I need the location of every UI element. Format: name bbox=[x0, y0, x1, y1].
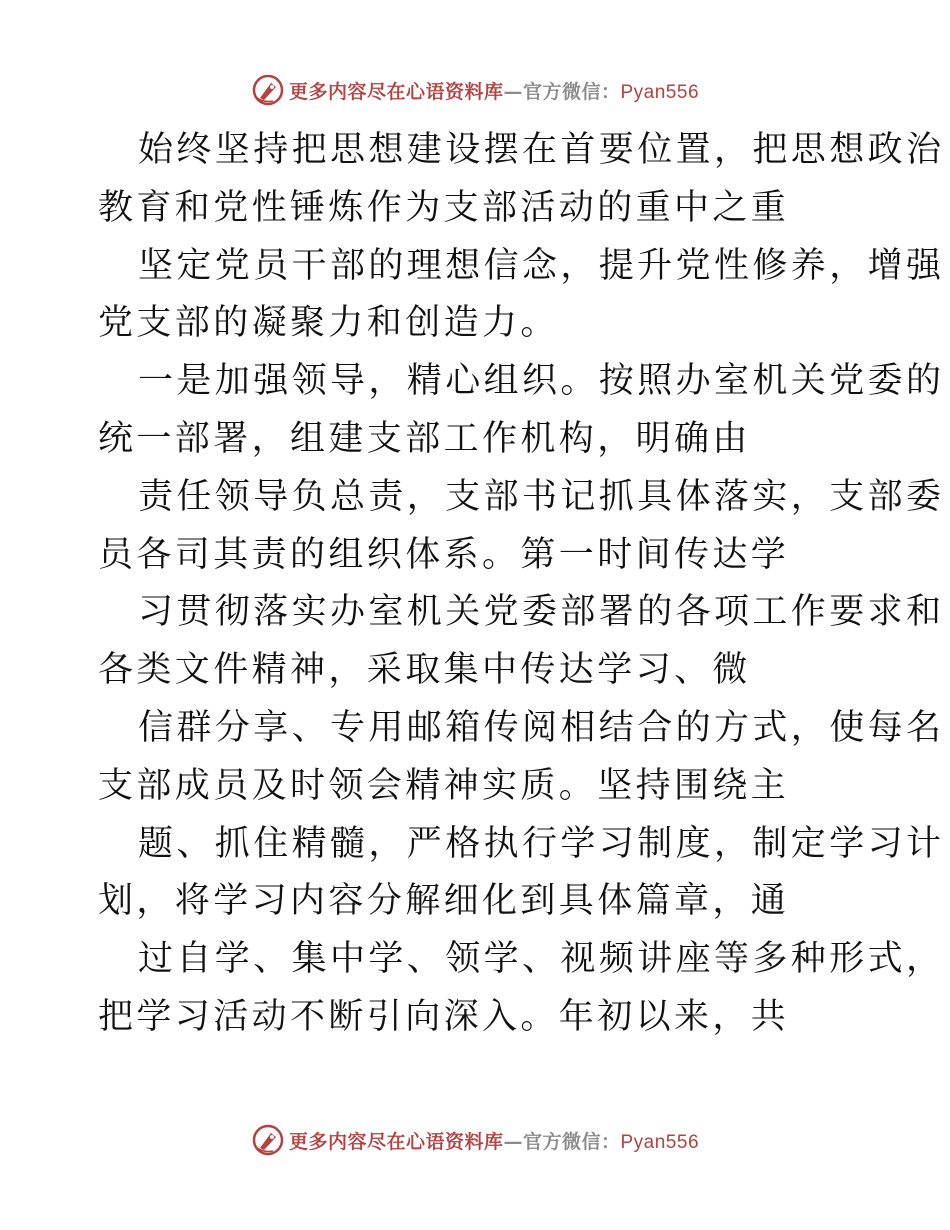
pen-nib-circle-icon bbox=[251, 1123, 285, 1157]
header-site-name: 更多内容尽在心语资料库 bbox=[288, 80, 504, 103]
body-text-line: 过自学、集中学、领学、视频讲座等多种形式， bbox=[138, 939, 945, 980]
body-text-line: 员各司其责的组织体系。第一时间传达学 bbox=[98, 534, 790, 575]
footer-banner bbox=[0, 1120, 950, 1160]
footer-site-name: 更多内容尽在心语资料库 bbox=[288, 1130, 504, 1153]
body-text-line: 习贯彻落实办室机关党委部署的各项工作要求和 bbox=[138, 592, 945, 633]
footer-separator: — bbox=[503, 1130, 523, 1153]
footer-wechat-label: 官方微信： bbox=[522, 1130, 621, 1153]
header-wechat-label: 官方微信： bbox=[522, 80, 621, 103]
header-banner bbox=[0, 70, 950, 110]
footer-wechat-id: Pyan556 bbox=[620, 1131, 700, 1153]
body-text-line: 题、抓住精髓，严格执行学习制度，制定学习计 bbox=[138, 823, 945, 864]
header-wechat-id: Pyan556 bbox=[620, 81, 700, 103]
body-text-line: 一是加强领导，精心组织。按照办室机关党委的 bbox=[138, 361, 945, 402]
body-text-line: 教育和党性锤炼作为支部活动的重中之重 bbox=[98, 187, 790, 228]
body-text-line: 把学习活动不断引向深入。年初以来，共 bbox=[98, 996, 790, 1037]
body-text-line: 责任领导负总责，支部书记抓具体落实，支部委 bbox=[138, 476, 945, 517]
body-text-line: 始终坚持把思想建设摆在首要位置，把思想政治 bbox=[138, 130, 945, 170]
body-text-line: 支部成员及时领会精神实质。坚持围绕主 bbox=[98, 765, 790, 806]
body-text-line: 坚定党员干部的理想信念，提升党性修养，增强 bbox=[138, 245, 945, 286]
document-body bbox=[98, 122, 945, 1047]
pen-nib-circle-icon bbox=[251, 73, 285, 107]
body-text-line: 划，将学习内容分解细化到具体篇章，通 bbox=[98, 881, 790, 922]
body-text-line: 党支部的凝聚力和创造力。 bbox=[98, 303, 559, 344]
body-text-line: 各类文件精神，采取集中传达学习、微 bbox=[98, 650, 751, 691]
header-separator: — bbox=[503, 80, 523, 103]
header-text bbox=[289, 77, 699, 104]
body-text-line: 信群分享、专用邮箱传阅相结合的方式，使每名 bbox=[138, 707, 945, 748]
body-text-line: 统一部署，组建支部工作机构，明确由 bbox=[98, 418, 751, 459]
footer-text bbox=[289, 1127, 699, 1154]
